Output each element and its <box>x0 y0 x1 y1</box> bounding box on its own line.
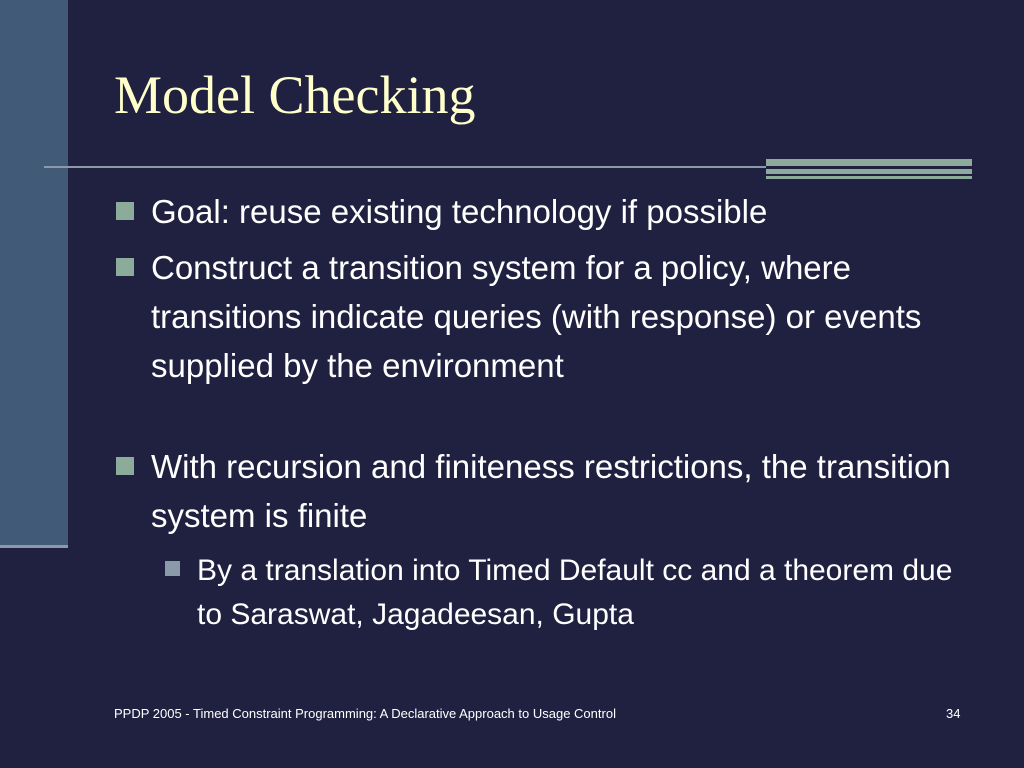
title-divider-line <box>44 166 766 168</box>
bullet-text: With recursion and finiteness restrictions, the transition system is finite <box>151 448 951 534</box>
bullet-item <box>116 187 956 236</box>
bullet-text: Construct a transition system for a policy, where transitions indicate queries (with response) or events supplied by the environment <box>151 249 922 384</box>
slide-footer: PPDP 2005 - Timed Constraint Programming: A Declarative Approach to Usage Control <box>114 706 616 721</box>
square-bullet-icon <box>116 202 134 220</box>
bullet-text: Goal: reuse existing technology if possible <box>151 193 768 230</box>
left-band-edge <box>0 545 68 548</box>
bullet-text: By a translation into Timed Default cc and a theorem due to Saraswat, Jagadeesan, Gupta <box>197 554 953 631</box>
sub-bullet-item <box>163 549 963 637</box>
square-bullet-icon <box>165 561 180 576</box>
bullet-item <box>116 442 956 540</box>
square-bullet-icon <box>116 457 134 475</box>
square-bullet-icon <box>116 258 134 276</box>
title-divider-accent <box>766 159 972 179</box>
page-number: 34 <box>946 706 961 721</box>
slide-title: Model Checking <box>114 65 476 125</box>
bullet-item <box>116 243 956 390</box>
left-decorative-band <box>0 0 68 545</box>
